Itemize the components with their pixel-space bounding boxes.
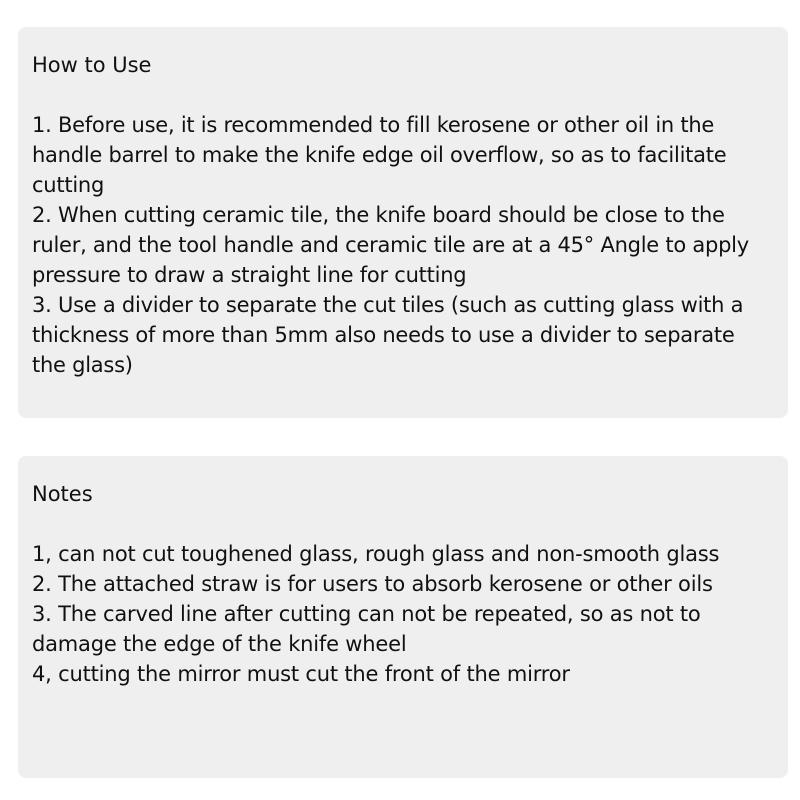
note-1: 1, can not cut toughened glass, rough glass and non-smooth glass <box>32 542 720 566</box>
how-to-use-list <box>32 110 774 380</box>
usage-step-3: 3. Use a divider to separate the cut tiles (such as cutting glass with a thickness of more than 5mm also needs to use a divider to separate the glass) <box>32 293 744 377</box>
note-4: 4, cutting the mirror must cut the front of the mirror <box>32 662 570 686</box>
usage-step-2: 2. When cutting ceramic tile, the knife board should be close to the ruler, and the tool handle and ceramic tile are at a 45° Angle to apply pressure to draw a straight line for cutting <box>32 203 749 287</box>
usage-step-1: 1. Before use, it is recommended to fill kerosene or other oil in the handle barrel to make the knife edge oil overflow, so as to facilitate cutting <box>32 113 727 197</box>
how-to-use-card <box>18 27 788 418</box>
note-3: 3. The carved line after cutting can not be repeated, so as not to damage the edge of the knife wheel <box>32 602 701 656</box>
notes-title: Notes <box>32 482 93 506</box>
note-2: 2. The attached straw is for users to absorb kerosene or other oils <box>32 572 713 596</box>
how-to-use-title: How to Use <box>32 53 152 77</box>
notes-list <box>32 539 774 689</box>
notes-card <box>18 456 788 778</box>
